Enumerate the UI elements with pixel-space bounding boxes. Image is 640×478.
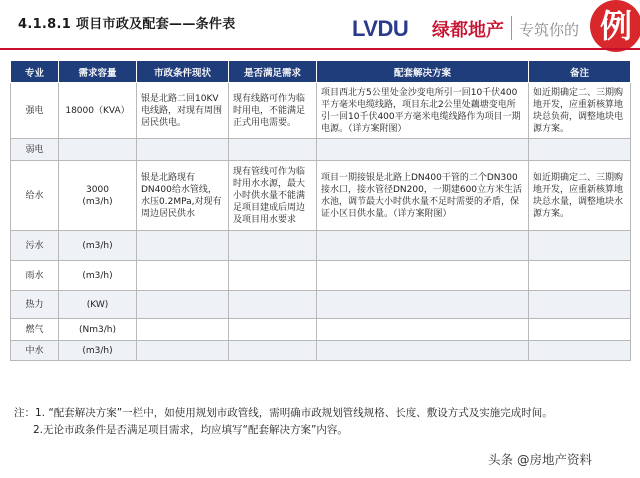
header-current-condition: 市政条件现状 <box>137 61 229 83</box>
cell-remarks <box>529 261 631 291</box>
example-stamp-icon: 例 <box>590 0 640 52</box>
cell-remarks <box>529 139 631 161</box>
page-title: 4.1.8.1 项目市政及配套——条件表 <box>18 17 236 32</box>
header-solution: 配套解决方案 <box>317 61 529 83</box>
cell-condition: 银是北路二回10KV电线路，对现有周围居民供电。 <box>137 83 229 139</box>
table-row <box>11 291 631 319</box>
cell-capacity: (m3/h) <box>59 341 137 361</box>
brand-logo-text: LVDU <box>352 16 409 41</box>
cell-discipline: 中水 <box>11 341 59 361</box>
conditions-table-wrapper <box>10 60 630 361</box>
cell-remarks: 如近期确定二、三期购地开发，应重新核算地块总负荷，调整地块电源方案。 <box>529 83 631 139</box>
cell-meets <box>229 139 317 161</box>
cell-capacity: (m3/h) <box>59 231 137 261</box>
table-row <box>11 319 631 341</box>
cell-capacity: 18000（KVA） <box>59 83 137 139</box>
cell-discipline: 弱电 <box>11 139 59 161</box>
cell-meets <box>229 231 317 261</box>
cell-discipline: 雨水 <box>11 261 59 291</box>
cell-meets: 现有管线可作为临时用水水源，最大小时供水量不能满足项目建成后周边及项目用水要求 <box>229 161 317 231</box>
cell-meets <box>229 341 317 361</box>
cell-capacity: 3000 (m3/h) <box>59 161 137 231</box>
footnote-line-2: 2.无论市政条件是否满足项目需求，均应填写“配套解决方案”内容。 <box>33 424 348 436</box>
cell-discipline: 燃气 <box>11 319 59 341</box>
cell-capacity: (Nm3/h) <box>59 319 137 341</box>
cell-remarks <box>529 319 631 341</box>
cell-capacity: (m3/h) <box>59 261 137 291</box>
cell-solution <box>317 261 529 291</box>
cell-solution: 项目一期接银是北路上DN400干管的二个DN300接水口，接水管径DN200，一期建600立方米生活水池，调节最大小时供水量不足时需要的矛盾，保证小区日供水量。（详方案附图） <box>317 161 529 231</box>
cell-condition <box>137 231 229 261</box>
cell-remarks <box>529 341 631 361</box>
cell-solution <box>317 139 529 161</box>
cell-solution <box>317 341 529 361</box>
brand-divider <box>511 16 512 40</box>
table-row <box>11 341 631 361</box>
header-discipline: 专业 <box>11 61 59 83</box>
cell-discipline: 污水 <box>11 231 59 261</box>
cell-meets: 现有线路可作为临时用电，不能满足正式用电需要。 <box>229 83 317 139</box>
cell-condition <box>137 341 229 361</box>
cell-solution <box>317 231 529 261</box>
cell-capacity <box>59 139 137 161</box>
table-row <box>11 139 631 161</box>
cell-condition: 银是北路现有DN400给水管线，水压0.2MPa,对现有周边居民供水 <box>137 161 229 231</box>
cell-discipline: 热力 <box>11 291 59 319</box>
cell-solution: 项目西北方5公里处金沙变电所引一回10千伏400平方毫米电缆线路，项目东北2公里处藕塘变电所引一回10千伏400平方毫米电缆线路作为项目一期电源。（详方案附图） <box>317 83 529 139</box>
page-header <box>0 0 640 50</box>
cell-remarks <box>529 291 631 319</box>
table-row <box>11 231 631 261</box>
source-watermark: 头条 @房地产资料 <box>488 452 592 467</box>
cell-meets <box>229 291 317 319</box>
cell-meets <box>229 319 317 341</box>
cell-remarks <box>529 231 631 261</box>
table-row <box>11 261 631 291</box>
conditions-table <box>10 60 631 361</box>
cell-condition <box>137 319 229 341</box>
cell-discipline: 强电 <box>11 83 59 139</box>
cell-solution <box>317 319 529 341</box>
cell-condition <box>137 139 229 161</box>
table-header-row <box>11 61 631 83</box>
cell-remarks: 如近期确定二、三期购地开发，应重新核算地块总水量，调整地块水源方案。 <box>529 161 631 231</box>
cell-capacity: (KW) <box>59 291 137 319</box>
cell-meets <box>229 261 317 291</box>
footnote-line-1: 注：1. “配套解决方案”一栏中，如使用规划市政管线，需明确市政规划管线规格、长度、敷设方式及实施完成时间。 <box>14 407 553 419</box>
header-divider <box>0 48 640 50</box>
cell-solution <box>317 291 529 319</box>
table-row <box>11 83 631 139</box>
footnote <box>14 405 553 439</box>
cell-discipline: 给水 <box>11 161 59 231</box>
brand-name: 绿都地产 <box>432 20 504 41</box>
header-meets-demand: 是否满足需求 <box>229 61 317 83</box>
brand-slogan: 专筑你的 <box>519 21 580 39</box>
header-remarks: 备注 <box>529 61 631 83</box>
cell-condition <box>137 291 229 319</box>
cell-condition <box>137 261 229 291</box>
table-row <box>11 161 631 231</box>
header-demand-capacity: 需求容量 <box>59 61 137 83</box>
